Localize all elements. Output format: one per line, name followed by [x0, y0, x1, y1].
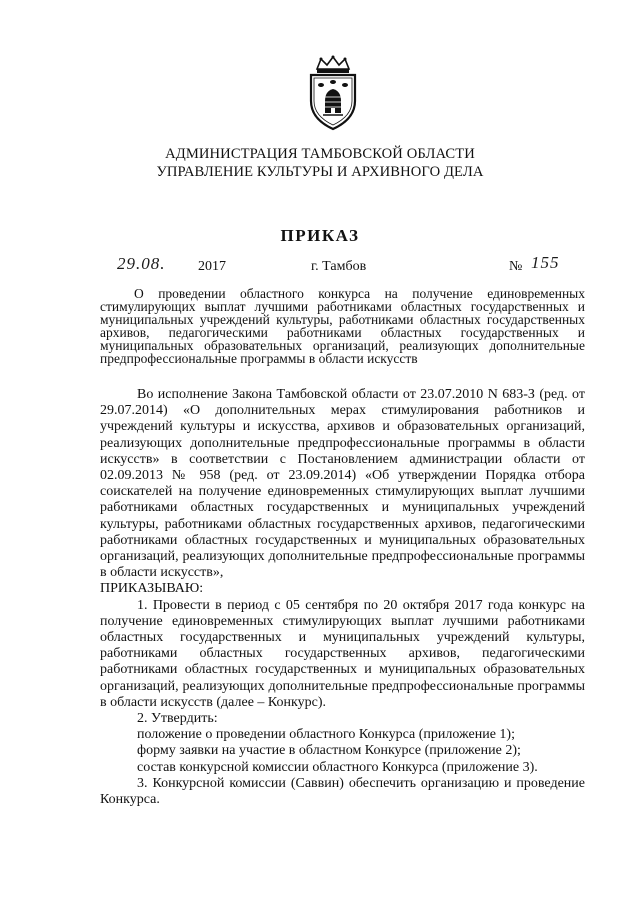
paragraph-1: 1. Провести в период с 05 сентября по 20 октября 2017 года конкурс на получение единовременных стимулирующих выплат лучшими работниками областных государственных и муниципальных учреждений культуры, работниками областных государственных архивов, педагогическими работниками областных государственных и муниципальных образовательных организаций, реализующих дополнительные предпрофессиональные программы в области искусств (далее – Конкурс). [100, 597, 585, 710]
number-sign: № [509, 259, 523, 274]
department-name: УПРАВЛЕНИЕ КУЛЬТУРЫ И АРХИВНОГО ДЕЛА [156, 164, 484, 180]
handwritten-date: 29.08. [117, 254, 166, 273]
paragraph-3: 3. Конкурсной комиссии (Саввин) обеспечить организацию и проведение Конкурса. [100, 775, 585, 808]
document-title: ПРИКАЗ [280, 226, 360, 245]
document-subject: О проведении областного конкурса на получение единовременных стимулирующих выплат лучшими работниками областных государственных и муниципальных учреждений культуры, работниками областных государственных архивов, педагогическими работниками областных государственных и муниципальных образовательных организаций, реализующих дополнительные предпрофессиональные программы в области искусств [100, 286, 585, 366]
paragraph-2: 2. Утвердить: [137, 711, 218, 727]
document-city: г. Тамбов [311, 259, 367, 274]
document-body [100, 387, 585, 808]
list-item: форму заявки на участие в областном Конкурсе (приложение 2); [137, 743, 521, 759]
organization-header [0, 145, 640, 181]
document-year: 2017 [198, 259, 226, 274]
order-word: ПРИКАЗЫВАЮ: [100, 581, 204, 597]
list-item: положение о проведении областного Конкурса (приложение 1); [137, 727, 515, 743]
list-item: состав конкурсной комиссии областного Конкурса (приложение 3). [137, 759, 538, 775]
organization-name: АДМИНИСТРАЦИЯ ТАМБОВСКОЙ ОБЛАСТИ [165, 146, 475, 162]
document-meta-row [105, 253, 585, 279]
handwritten-number: 155 [531, 253, 560, 272]
preamble-paragraph: Во исполнение Закона Тамбовской области от 23.07.2010 N 683-З (ред. от 29.07.2014) «О дополнительных мерах стимулирования работников и учреждений культуры и искусства, архивов и образовательных организаций, реализующих дополнительные предпрофессиональные программы в области искусств» в соответствии с Постановлением администрации области от 02.09.2013 № 958 (ред. от 23.09.2014) «Об утверждении Порядка отбора соискателей на получение единовременных стимулирующих выплат лучшими работниками областных государственных и муниципальных учреждений культуры, работниками областных государственных архивов, педагогическими работниками областных государственных и муниципальных образовательных организаций, реализующих дополнительные предпрофессиональные программы в области искусств», [100, 387, 585, 581]
coat-of-arms-emblem [303, 55, 363, 131]
